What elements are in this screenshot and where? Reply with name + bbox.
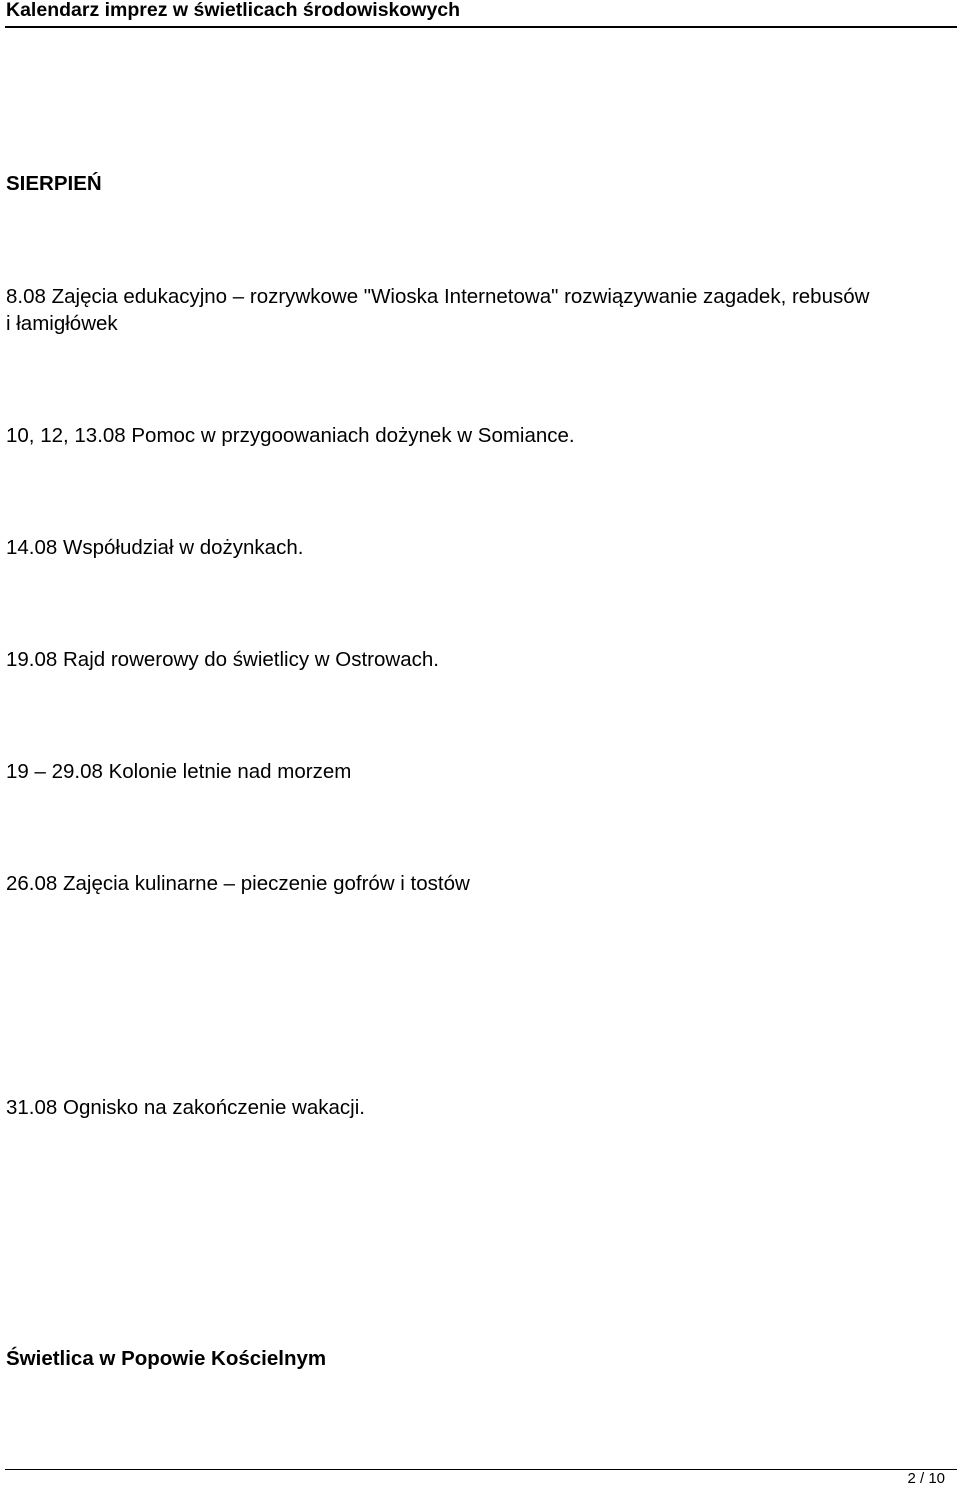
event-item: 19 – 29.08 Kolonie letnie nad morzem xyxy=(6,760,352,783)
event-item: 31.08 Ognisko na zakończenie wakacji. xyxy=(6,1096,365,1119)
event-item: 26.08 Zajęcia kulinarne – pieczenie gofrów i tostów xyxy=(6,872,470,895)
section-heading: Świetlica w Popowie Kościelnym xyxy=(6,1347,327,1370)
page-footer xyxy=(5,1469,957,1488)
page-number: 2 / 10 xyxy=(907,1470,945,1487)
month-heading: SIERPIEŃ xyxy=(6,172,102,195)
event-item: 8.08 Zajęcia edukacyjno – rozrywkowe "Wioska Internetowa" rozwiązywanie zagadek, rebusów xyxy=(6,285,870,308)
event-item: 10, 12, 13.08 Pomoc w przygoowaniach dożynek w Somiance. xyxy=(6,424,575,447)
event-item: 14.08 Współudział w dożynkach. xyxy=(6,536,304,559)
document-title: Kalendarz imprez w świetlicach środowiskowych xyxy=(6,0,461,21)
page-header xyxy=(5,0,957,28)
event-item-continuation: i łamigłówek xyxy=(6,312,118,335)
event-item: 19.08 Rajd rowerowy do świetlicy w Ostrowach. xyxy=(6,648,439,671)
